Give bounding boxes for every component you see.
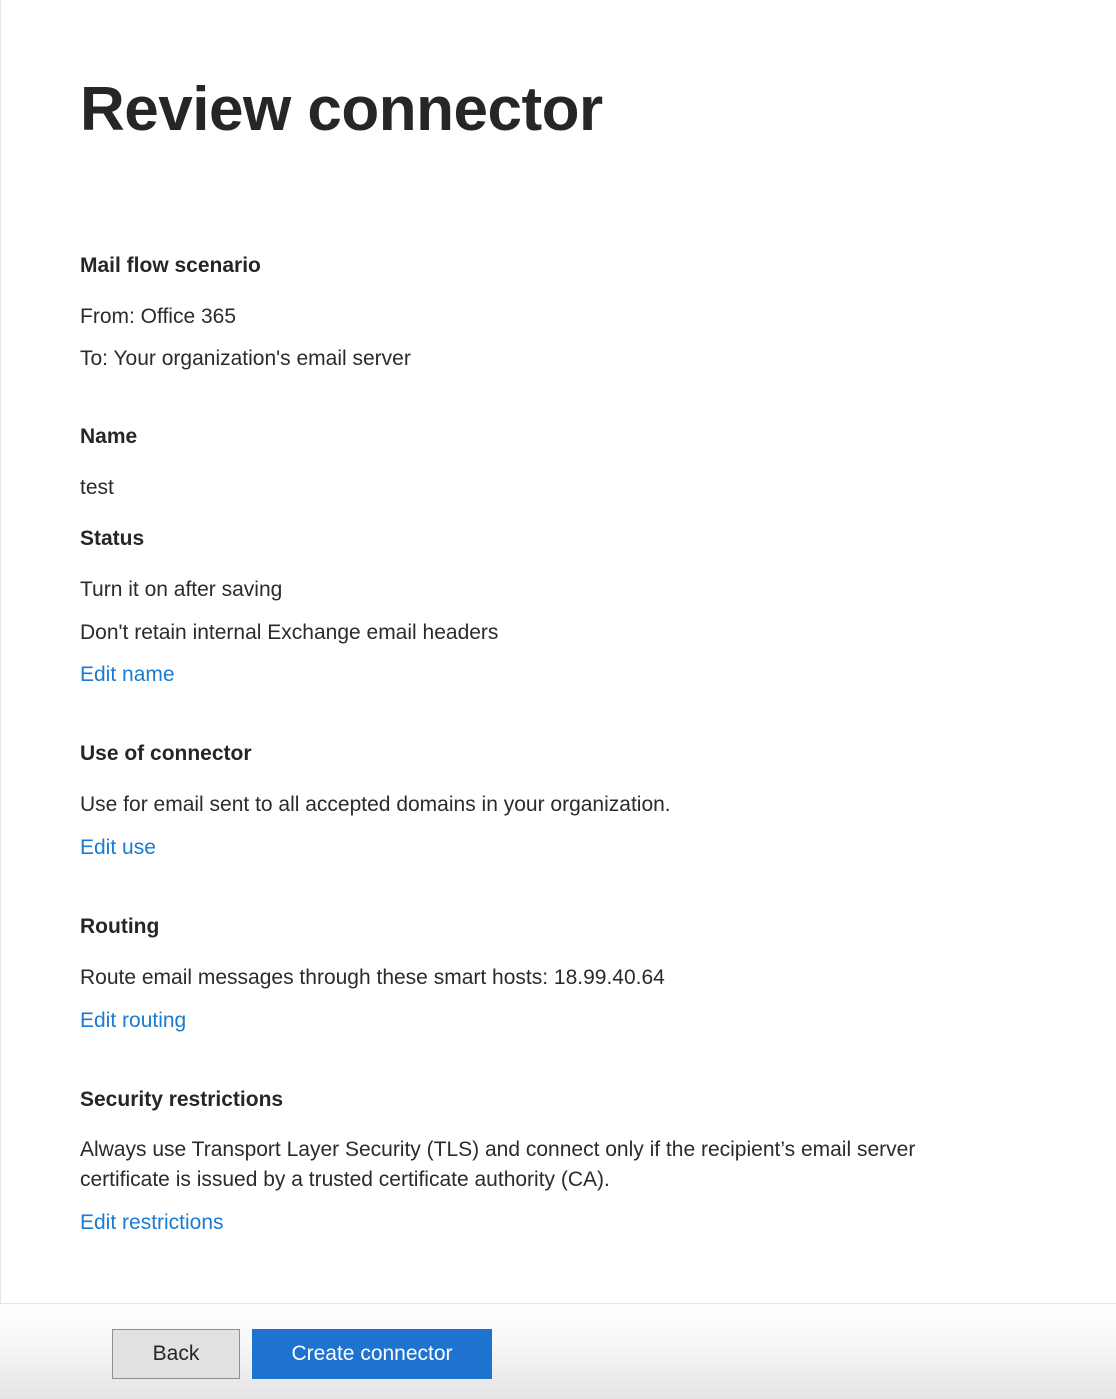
status-line-2: Don't retain internal Exchange email headers [80,621,499,644]
status-line-1: Turn it on after saving [80,578,283,601]
name-value: test [80,476,114,499]
routing-heading: Routing [80,915,160,938]
edit-restrictions-link[interactable]: Edit restrictions [80,1211,224,1234]
routing-value: Route email messages through these smart hosts: 18.99.40.64 [80,966,665,989]
name-heading: Name [80,425,138,448]
create-connector-button[interactable]: Create connector [252,1329,492,1379]
mail-flow-to: To: Your organization's email server [80,347,411,370]
use-value: Use for email sent to all accepted domains in your organization. [80,793,671,816]
mail-flow-heading: Mail flow scenario [80,254,261,277]
wizard-footer [0,1303,1116,1399]
edit-routing-link[interactable]: Edit routing [80,1009,187,1032]
security-heading: Security restrictions [80,1088,284,1111]
use-heading: Use of connector [80,742,252,765]
security-line-2: certificate is issued by a trusted certificate authority (CA). [80,1168,610,1191]
security-line-1: Always use Transport Layer Security (TLS) and connect only if the recipient’s email server [80,1138,916,1161]
mail-flow-from: From: Office 365 [80,305,237,328]
edit-use-link[interactable]: Edit use [80,836,156,859]
back-button[interactable]: Back [112,1329,240,1379]
page-title: Review connector [80,75,603,144]
edit-name-link[interactable]: Edit name [80,663,175,686]
status-heading: Status [80,527,145,550]
